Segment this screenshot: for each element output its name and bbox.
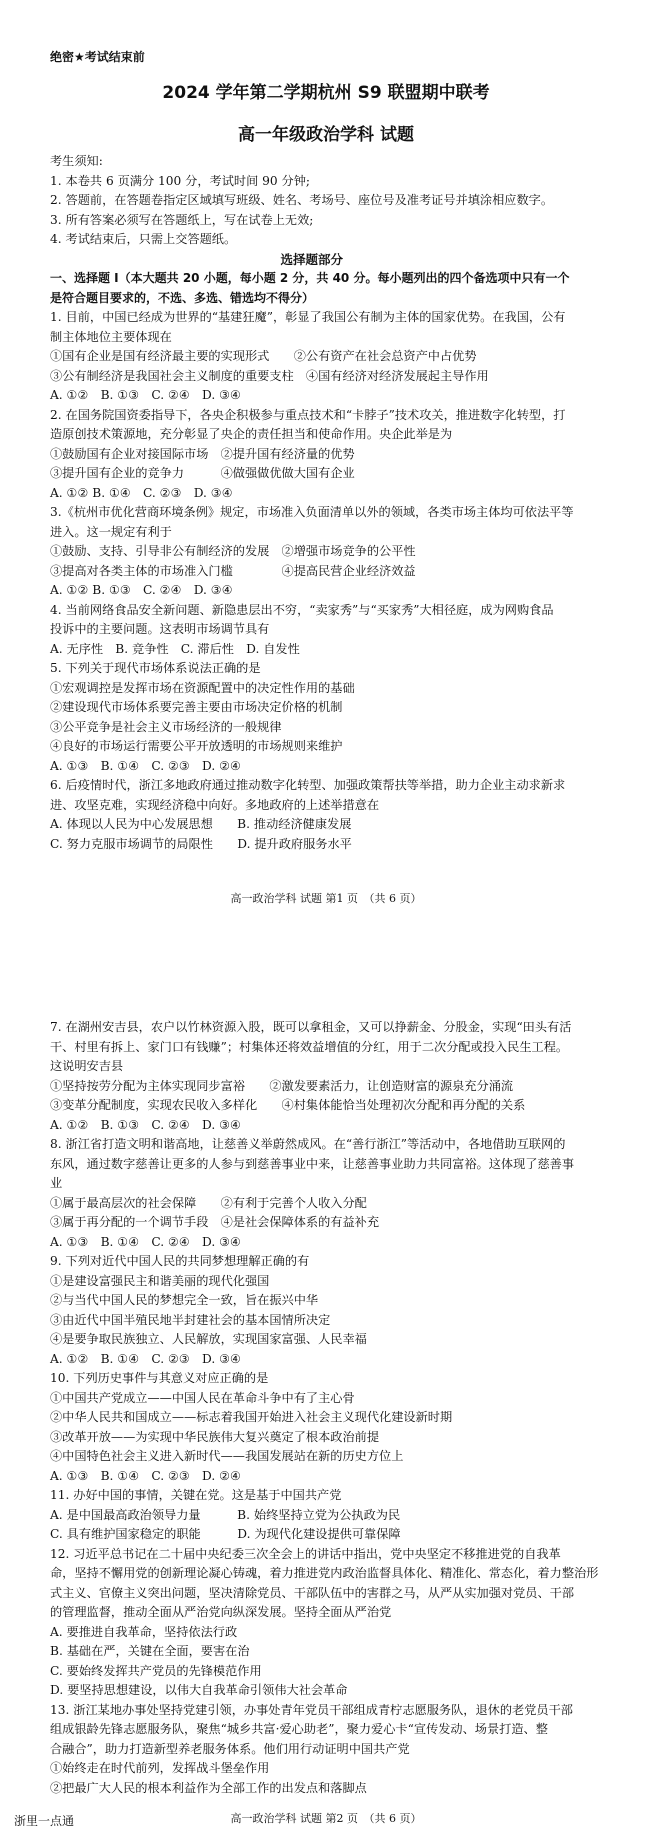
question-line: ②中华人民共和国成立——标志着我国开始进入社会主义现代化建设新时期 [50, 1410, 453, 1424]
question-line: 7. 在湖州安吉县，农户以竹林资源入股，既可以拿租金，又可以挣薪金、分股金，实现“田头有活 [50, 1020, 572, 1034]
page1-body [0, 152, 622, 854]
question-line: ①是建设富强民主和谐美丽的现代化强国 [50, 1273, 270, 1288]
answer-options: A. ①③ B. ①④ C. ②④ D. ③④ [50, 1234, 241, 1249]
answer-options: A. 无序性 B. 竞争性 C. 滞后性 D. 自发性 [50, 641, 300, 656]
question-line: 投诉中的主要问题。这表明市场调节具有 [50, 622, 270, 636]
page-footer-2: 高一政治学科 试题 第2 页 （共 6 页） [230, 1812, 422, 1825]
question-line: D. 要坚持思想建设，以伟大自我革命引领伟大社会革命 [50, 1683, 348, 1697]
question-line: 合融合”，助力打造新型养老服务体系。他们用行动证明中国共产党 [50, 1741, 410, 1756]
exam-title: 2024 学年第二学期杭州 S9 联盟期中联考 [162, 83, 490, 103]
page2-body [0, 1018, 646, 1798]
question-line: C. 具有维护国家稳定的职能 D. 为现代化建设提供可靠保障 [50, 1527, 401, 1541]
question-block [50, 776, 574, 854]
answer-options: A. ①② B. ①③ C. ②④ D. ③④ [50, 583, 233, 597]
question-line: A. 是中国最高政治领导力量 B. 始终坚持立党为公执政为民 [50, 1507, 401, 1522]
note-item: 2. 答题前，在答题卷指定区域填写班级、姓名、考场号、座位号及准考证号并填涂相应数字。 [50, 193, 554, 207]
question-line: ①鼓励、支持、引导非公有制经济的发展 ②增强市场竞争的公平性 [50, 544, 416, 558]
question-block [50, 601, 574, 660]
question-line: ①始终走在时代前列，发挥战斗堡垒作用 [50, 1761, 270, 1775]
question-line: ①鼓励国有企业对接国际市场 ②提升国有经济量的优势 [50, 446, 355, 461]
page-footer-1: 高一政治学科 试题 第1 页 （共 6 页） [230, 892, 422, 905]
note-item: 4. 考试结束后，只需上交答题纸。 [50, 232, 237, 246]
question-line: ①中国共产党成立——中国人民在革命斗争中有了主心骨 [50, 1390, 355, 1405]
answer-options: A. ①③ B. ①④ C. ②③ D. ②④ [50, 758, 241, 773]
answer-options: A. ①② B. ①③ C. ②④ D. ③④ [50, 1117, 241, 1132]
exam-subtitle: 高一年级政治学科 试题 [238, 125, 414, 145]
question-line: ④是要争取民族独立、人民解放，实现国家富强、人民幸福 [50, 1332, 367, 1346]
question-line: ④良好的市场运行需要公平开放透明的市场规则来维护 [50, 739, 343, 753]
question-line: 3.《杭州市优化营商环境条例》规定，市场准入负面清单以外的领域，各类市场主体均可依法平等 [50, 505, 574, 519]
question-line: 业 [50, 1176, 63, 1190]
question-line: ③变革分配制度，实现农民收入多样化 ④村集体能恰当处理初次分配和再分配的关系 [50, 1098, 526, 1112]
question-line: 组成银龄先锋志愿服务队，聚焦“城乡共富·爱心助老”，聚力爱心卡“宣传发动、场景打造、整 [50, 1722, 548, 1736]
question-block [50, 1018, 598, 1135]
notes-heading: 考生须知: [50, 154, 103, 168]
question-line: ③属于再分配的一个调节手段 ④是社会保障体系的有益补充 [50, 1215, 380, 1229]
question-line: ③公平竞争是社会主义市场经济的一般规律 [50, 719, 282, 734]
question-list-page1 [50, 308, 574, 854]
question-line: 的管理监督，推动全面从严治党向纵深发展。坚持全面从严治党 [50, 1605, 392, 1619]
question-line: ③由近代中国半殖民地半封建社会的基本国情所决定 [50, 1312, 331, 1327]
question-line: 进、攻坚克难，实现经济稳中向好。多地政府的上述举措意在 [50, 797, 380, 812]
answer-options: A. ①② B. ①③ C. ②④ D. ③④ [50, 388, 241, 402]
question-line: ①宏观调控是发挥市场在资源配置中的决定性作用的基础 [50, 680, 355, 695]
question-block [50, 503, 574, 601]
question-line: ④中国特色社会主义进入新时代——我国发展站在新的历史方位上 [50, 1449, 404, 1463]
question-block [50, 1369, 598, 1486]
question-line: ③提高对各类主体的市场准入门槛 ④提高民营企业经济效益 [50, 563, 416, 578]
question-line: ①国有企业是国有经济最主要的实现形式 ②公有资产在社会总资产中占优势 [50, 349, 477, 363]
part-instructions-line1: 一、选择题 I（本大题共 20 小题，每小题 2 分，共 40 分。每小题列出的四个备选项中只有一个 [50, 271, 570, 285]
question-line: 13. 浙江某地办事处坚持党建引领，办事处青年党员干部组成青柠志愿服务队，退休的老党员干部 [50, 1702, 573, 1717]
question-line: ①属于最高层次的社会保障 ②有利于完善个人收入分配 [50, 1195, 367, 1210]
question-line: 6. 后疫情时代，浙江多地政府通过推动数字化转型、加强政策帮扶等举措，助力企业主动求新求 [50, 778, 566, 792]
section-title: 选择题部分 [280, 251, 344, 267]
question-line: ③公有制经济是我国社会主义制度的重要支柱 ④国有经济对经济发展起主导作用 [50, 368, 489, 383]
answer-options: A. ①③ B. ①④ C. ②③ D. ②④ [50, 1468, 241, 1483]
question-line: ①坚持按劳分配为主体实现同步富裕 ②激发要素活力，让创造财富的源泉充分涌流 [50, 1078, 514, 1093]
note-item: 1. 本卷共 6 页满分 100 分，考试时间 90 分钟; [50, 173, 311, 188]
watermark-text: 浙里一点通 [14, 1814, 75, 1828]
confidential-mark: 绝密★考试结束前 [50, 50, 145, 64]
question-line: 东风，通过数字慈善让更多的人参与到慈善事业中来，让慈善事业助力共同富裕。这体现了慈善事 [50, 1156, 575, 1171]
answer-options: A. ①② B. ①④ C. ②③ D. ③④ [50, 485, 233, 500]
question-line: B. 基础在严，关键在全面，要害在治 [50, 1644, 250, 1658]
question-line: 制主体地位主要体现在 [50, 329, 172, 344]
question-line: ②建设现代市场体系要完善主要由市场决定价格的机制 [50, 700, 343, 714]
question-line: 12. 习近平总书记在二十届中央纪委三次全会上的讲话中指出，党中央坚定不移推进党的自我革 [50, 1546, 561, 1561]
question-line: 2. 在国务院国资委指导下，各央企积极参与重点技术和“卡脖子”技术攻关，推进数字化转型，打 [50, 407, 566, 422]
question-line: 造原创技术策源地，充分彰显了央企的责任担当和使命作用。央企此举是为 [50, 427, 453, 441]
question-list-page2 [50, 1018, 598, 1798]
question-line: ②与当代中国人民的梦想完全一致，旨在振兴中华 [50, 1293, 319, 1307]
exam-page-2 [0, 1010, 652, 1842]
question-line: 干、村里有拆上、家门口有钱赚”；村集体还将效益增值的分红，用于二次分配或投入民生工程。 [50, 1039, 569, 1054]
question-block [50, 1486, 598, 1545]
question-block [50, 1701, 598, 1799]
question-block [50, 406, 574, 504]
question-block [50, 659, 574, 776]
part-instructions-line2: 是符合题目要求的，不选、多选、错选均不得分） [50, 290, 315, 305]
question-block [50, 308, 574, 406]
question-line: 这说明安吉县 [50, 1059, 124, 1073]
question-line: 4. 当前网络食品安全新问题、新隐患层出不穷，“卖家秀”与“买家秀”大相径庭，成为网购食品 [50, 602, 554, 617]
question-block [50, 1135, 598, 1252]
question-line: 8. 浙江省打造文明和谐高地，让慈善义举蔚然成风。在“善行浙江”等活动中，各地借助互联网的 [50, 1137, 566, 1151]
question-line: 9. 下列对近代中国人民的共同梦想理解正确的有 [50, 1254, 310, 1268]
question-line: ③改革开放——为实现中华民族伟大复兴奠定了根本政治前提 [50, 1429, 380, 1444]
question-line: 进入。这一规定有利于 [50, 524, 172, 539]
question-line: 10. 下列历史事件与其意义对应正确的是 [50, 1371, 269, 1385]
question-block [50, 1252, 598, 1369]
note-item: 3. 所有答案必须写在答题纸上，写在试卷上无效; [50, 212, 314, 227]
question-line: A. 要推进自我革命，坚持依法行政 [50, 1624, 238, 1639]
question-line: C. 努力克服市场调节的局限性 D. 提升政府服务水平 [50, 836, 352, 851]
question-line: 11. 办好中国的事情，关键在党。这是基于中国共产党 [50, 1488, 342, 1502]
question-block [50, 1545, 598, 1701]
question-line: 式主义、官僚主义突出问题，坚决清除党员、干部队伍中的害群之马，从严从实加强对党员、干部 [50, 1585, 575, 1600]
question-line: 1. 目前，中国已经成为世界的“基建狂魔”，彰显了我国公有制为主体的国家优势。在我国，公有 [50, 310, 566, 324]
answer-options: A. ①② B. ①④ C. ②③ D. ③④ [50, 1351, 241, 1366]
question-line: 命，坚持不懈用党的创新理论凝心铸魂，着力推进党内政治监督具体化、精准化、常态化，着力整治形 [50, 1566, 599, 1580]
question-line: ③提升国有企业的竞争力 ④做强做优做大国有企业 [50, 466, 355, 480]
question-line: C. 要始终发挥共产党员的先锋模范作用 [50, 1663, 262, 1678]
question-line: ②把最广大人民的根本利益作为全部工作的出发点和落脚点 [50, 1780, 367, 1795]
question-line: 5. 下列关于现代市场体系说法正确的是 [50, 661, 261, 675]
question-line: A. 体现以人民为中心发展思想 B. 推动经济健康发展 [50, 817, 352, 831]
